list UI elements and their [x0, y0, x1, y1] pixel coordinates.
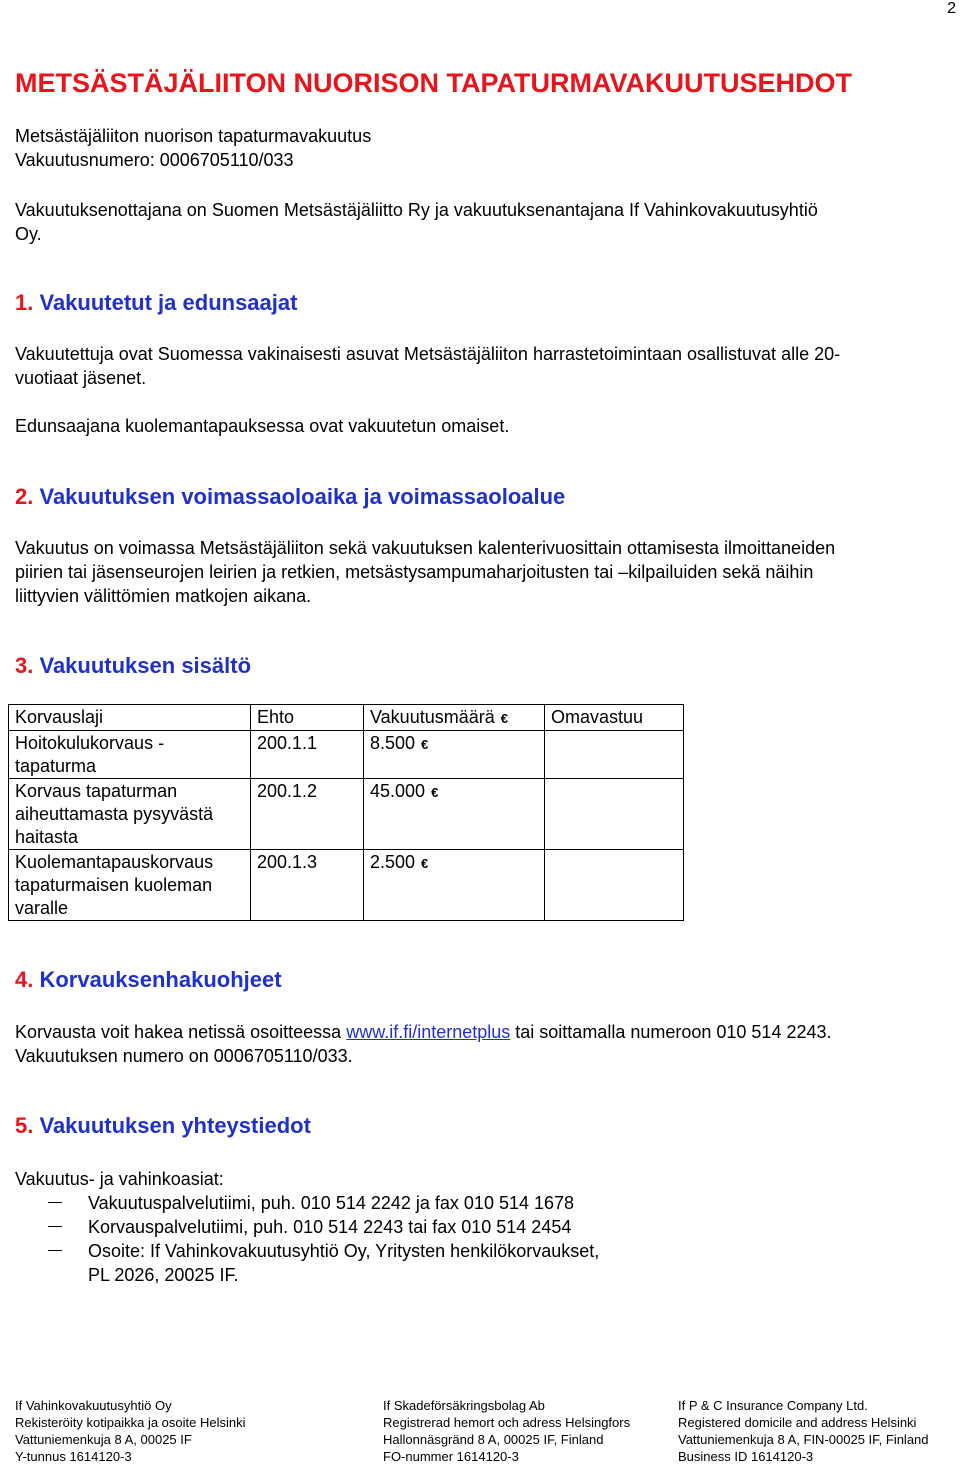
- section-1-beneficiary-text: Edunsaajana kuolemantapauksessa ovat vakuutetun omaiset.: [15, 416, 510, 436]
- euro-symbol: €: [500, 711, 508, 726]
- footer-column-fi: If Vahinkovakuutusyhtiö Oy Rekisteröity kotipaikka ja osoite Helsinki Vattuniemenkuja 8 A, 00025 IF Y-tunnus 1614120-3: [15, 1398, 246, 1464]
- cell-vakuutusmaara: 2.500 €: [364, 850, 545, 921]
- header-vakuutusmaara: Vakuutusmäärä €: [364, 705, 545, 731]
- section-2-heading: [15, 484, 565, 510]
- section-4-title: Korvauksenhakuohjeet: [39, 967, 282, 992]
- table-row: [9, 731, 684, 779]
- list-item: Vakuutuspalvelutiimi, puh. 010 514 2242 ja fax 010 514 1678: [48, 1191, 574, 1215]
- cell-vakuutusmaara: 8.500 €: [364, 731, 545, 779]
- cell-omavastuu: [545, 731, 684, 779]
- intro-line-1: Metsästäjäliiton nuorison tapaturmavakuutus: [15, 126, 372, 146]
- table-row: [9, 850, 684, 921]
- cell-ehto: 200.1.1: [251, 731, 364, 779]
- coverage-table: [8, 704, 684, 921]
- header-omavastuu: Omavastuu: [545, 705, 684, 731]
- section-2-text-line-3: liittyvien välittömien matkojen aikana.: [15, 586, 312, 606]
- header-ehto: Ehto: [251, 705, 364, 731]
- cell-ehto: 200.1.3: [251, 850, 364, 921]
- dash-bullet: [48, 1226, 62, 1227]
- cell-omavastuu: [545, 850, 684, 921]
- section-1-title: Vakuutetut ja edunsaajat: [39, 290, 298, 315]
- footer-column-en: If P & C Insurance Company Ltd. Registered domicile and address Helsinki Vattuniemenkuja 8 A, FIN-00025 IF, Finland Business ID 1614120-3: [678, 1398, 929, 1464]
- section-1-number: 1.: [15, 290, 34, 315]
- section-4-text-line-1: Korvausta voit hakea netissä osoitteessa www.if.fi/internetplus tai soittamalla numeroon 010 514 2243.: [15, 1022, 832, 1042]
- euro-symbol: €: [431, 785, 439, 800]
- section-3-heading: [15, 653, 251, 679]
- section-3-title: Vakuutuksen sisältö: [39, 653, 252, 678]
- intro-paragraph-line-1: Vakuutuksenottajana on Suomen Metsästäjäliitto Ry ja vakuutuksenantajana If Vahinkovakuutusyhtiö: [15, 200, 818, 220]
- section-5-title: Vakuutuksen yhteystiedot: [39, 1113, 311, 1138]
- section-2-text-line-1: Vakuutus on voimassa Metsästäjäliiton sekä vakuutuksen kalenterivuosittain ottamisesta ilmoittaneiden: [15, 538, 836, 558]
- section-4-heading: [15, 967, 282, 993]
- section-5-heading: [15, 1113, 311, 1139]
- dash-bullet: [48, 1202, 62, 1203]
- internetplus-link[interactable]: www.if.fi/internetplus: [346, 1022, 511, 1042]
- cell-omavastuu: [545, 779, 684, 850]
- euro-symbol: €: [421, 856, 429, 871]
- section-5-intro: Vakuutus- ja vahinkoasiat:: [15, 1169, 224, 1189]
- cell-vakuutusmaara: 45.000 €: [364, 779, 545, 850]
- section-1-text-line-2: vuotiaat jäsenet.: [15, 368, 147, 388]
- footer-column-sv: If Skadeförsäkringsbolag Ab Registrerad hemort och adress Helsingfors Hallonnäsgränd 8 A, 00025 IF, Finland FO-nummer 1614120-3: [383, 1398, 631, 1464]
- list-item: Korvauspalvelutiimi, puh. 010 514 2243 tai fax 010 514 2454: [48, 1215, 571, 1239]
- table-header-row: [9, 705, 684, 731]
- euro-symbol: €: [421, 737, 429, 752]
- list-item: Osoite: If Vahinkovakuutusyhtiö Oy, Yritysten henkilökorvaukset,: [48, 1239, 599, 1263]
- section-2-number: 2.: [15, 484, 34, 509]
- cell-korvauslaji: Korvaus tapaturman aiheuttamasta pysyvästä haitasta: [9, 779, 251, 850]
- intro-paragraph-line-2: Oy.: [15, 224, 42, 244]
- page-number: 2: [947, 0, 956, 17]
- section-2-title: Vakuutuksen voimassaoloaika ja voimassaoloalue: [39, 484, 566, 509]
- section-4-number: 4.: [15, 967, 34, 992]
- section-4-text-line-2: Vakuutuksen numero on 0006705110/033.: [15, 1046, 353, 1066]
- section-1-text-line-1: Vakuutettuja ovat Suomessa vakinaisesti asuvat Metsästäjäliiton harrastetoimintaan osallistuvat alle 20-: [15, 344, 841, 364]
- cell-korvauslaji: Hoitokulukorvaus - tapaturma: [9, 731, 251, 779]
- table-row: [9, 779, 684, 850]
- section-3-number: 3.: [15, 653, 34, 678]
- section-2-text-line-2: piirien tai jäsenseurojen leirien ja retkien, metsästysampumaharjoitusten tai –kilpailuiden sekä näihin: [15, 562, 814, 582]
- dash-bullet: [48, 1250, 62, 1251]
- list-item-continuation: PL 2026, 20025 IF.: [88, 1265, 239, 1285]
- section-5-number: 5.: [15, 1113, 34, 1138]
- document-title: METSÄSTÄJÄLIITON NUORISON TAPATURMAVAKUUTUSEHDOT: [15, 68, 852, 98]
- cell-korvauslaji: Kuolemantapauskorvaus tapaturmaisen kuoleman varalle: [9, 850, 251, 921]
- section-1-heading: [15, 290, 297, 316]
- intro-line-2: Vakuutusnumero: 0006705110/033: [15, 150, 294, 170]
- header-korvauslaji: Korvauslaji: [9, 705, 251, 731]
- cell-ehto: 200.1.2: [251, 779, 364, 850]
